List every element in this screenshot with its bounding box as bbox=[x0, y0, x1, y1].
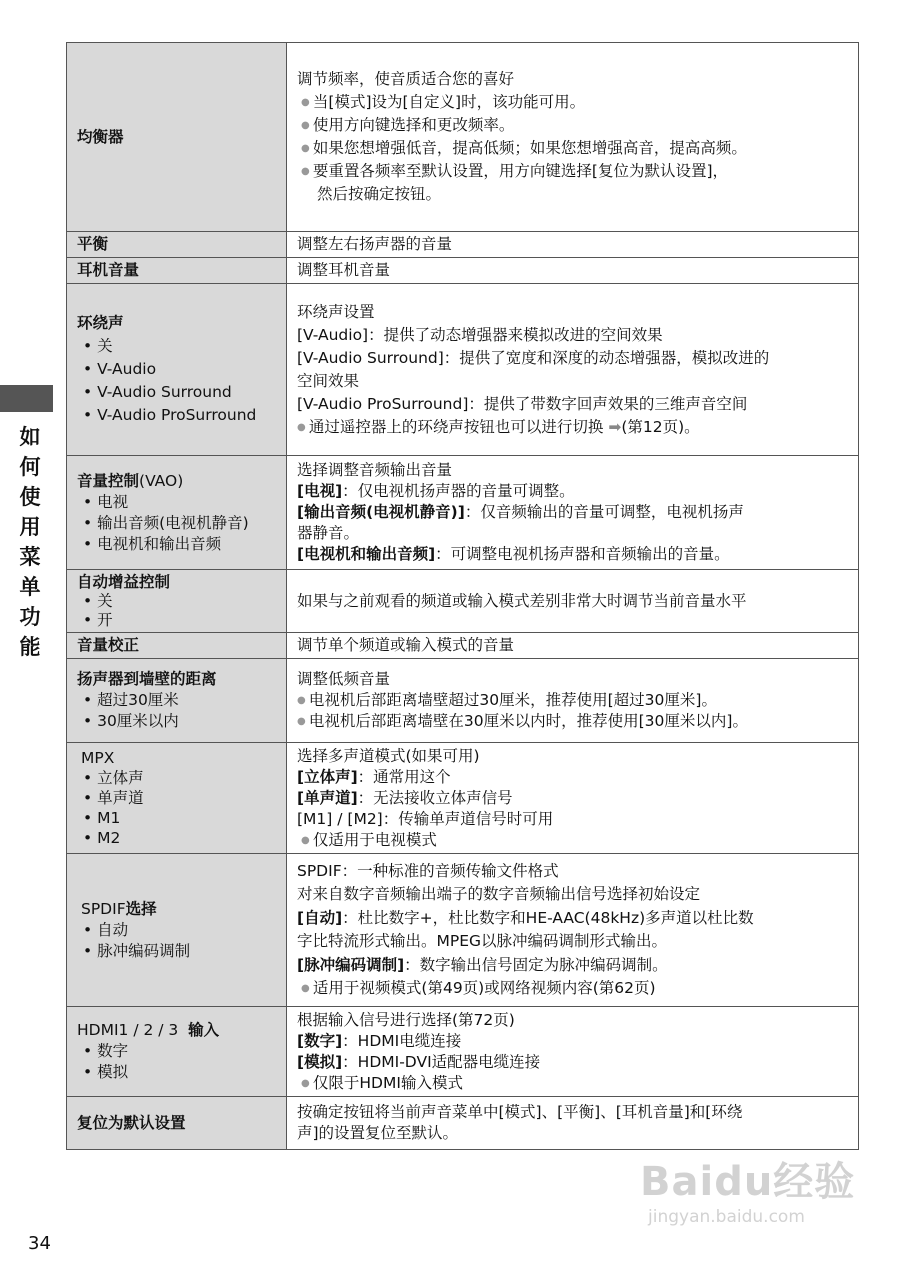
side-title-char: 菜 bbox=[19, 545, 41, 569]
table-row-speaker-wall-distance bbox=[67, 659, 859, 743]
row-label bbox=[67, 1097, 287, 1150]
row-label bbox=[67, 456, 287, 570]
side-title-char: 用 bbox=[19, 515, 41, 539]
row-description: 调节单个频道或输入模式的音量 bbox=[287, 633, 859, 659]
row-label bbox=[67, 232, 287, 258]
option-item: • M1 bbox=[77, 808, 276, 828]
option-item: • 自动 bbox=[77, 920, 276, 941]
desc-line: [V-Audio Surround]：提供了宽度和深度的动态增强器，模拟改进的 bbox=[297, 348, 770, 367]
sound-settings-table bbox=[66, 42, 859, 1150]
desc-line: 选择多声道模式(如果可用) bbox=[297, 746, 480, 765]
desc-line: SPDIF：一种标准的音频传输文件格式 bbox=[297, 861, 559, 880]
table-row-hdmi-input bbox=[67, 1007, 859, 1097]
side-title-char: 使 bbox=[19, 485, 41, 509]
section-tab-marker bbox=[0, 385, 53, 412]
setting-title-text: 选择 bbox=[125, 899, 157, 918]
row-description bbox=[287, 743, 859, 854]
table-row-volume-correction bbox=[67, 633, 859, 659]
setting-title bbox=[77, 1020, 276, 1041]
row-label bbox=[67, 633, 287, 659]
setting-title-prefix: HDMI1 / 2 / 3 bbox=[77, 1021, 179, 1039]
option-item: • M2 bbox=[77, 828, 276, 848]
desc-bullet: ● 电视机后部距离墙壁超过30厘米，推荐使用[超过30厘米]。 bbox=[297, 690, 848, 711]
row-label bbox=[67, 258, 287, 284]
option-desc: ：杜比数字+，杜比数字和HE-AAC(48kHz)多声道以杜比数 bbox=[342, 908, 754, 927]
desc-line bbox=[297, 767, 848, 788]
option-key: [M1] / [M2] bbox=[297, 809, 383, 828]
watermark-url: jingyan.baidu.com bbox=[648, 1207, 805, 1227]
desc-bullet: ● 如果您想增强低音，提高低频；如果您想增强高音，提高高频。 bbox=[297, 137, 848, 160]
option-item: • V-Audio bbox=[77, 358, 276, 381]
watermark bbox=[640, 1150, 870, 1250]
row-description bbox=[287, 659, 859, 743]
setting-title: 扬声器到墙壁的距离 bbox=[77, 670, 217, 688]
setting-title: 耳机音量 bbox=[77, 261, 140, 279]
side-title-char: 功 bbox=[19, 605, 41, 629]
desc-line: 环绕声设置 bbox=[297, 302, 375, 321]
desc-line bbox=[297, 809, 848, 830]
option-key: [电视机和输出音频] bbox=[297, 545, 436, 563]
desc-line bbox=[297, 544, 848, 565]
row-label bbox=[67, 854, 287, 1007]
setting-title-text: 音量控制 bbox=[77, 471, 140, 490]
row-description: 如果与之前观看的频道或输入模式差别非常大时调节当前音量水平 bbox=[287, 570, 859, 633]
side-title-char: 单 bbox=[19, 575, 41, 599]
option-key: [自动] bbox=[297, 908, 343, 927]
option-item: • 开 bbox=[77, 611, 276, 630]
desc-line: 空间效果 bbox=[297, 371, 360, 390]
desc-line: [V-Audio ProSurround]：提供了带数字回声效果的三维声音空间 bbox=[297, 394, 748, 413]
setting-title: 音量校正 bbox=[77, 636, 140, 654]
row-description bbox=[287, 854, 859, 1007]
desc-line: 根据输入信号进行选择(第72页) bbox=[297, 1010, 515, 1029]
side-title-char: 何 bbox=[19, 455, 41, 479]
desc-line: 对来自数字音频输出端子的数字音频输出信号选择初始设定 bbox=[297, 885, 701, 903]
table-row-equalizer bbox=[67, 43, 859, 232]
option-item: • V-Audio Surround bbox=[77, 381, 276, 404]
desc-line: [V-Audio]：提供了动态增强器来模拟改进的空间效果 bbox=[297, 325, 663, 344]
desc-line bbox=[297, 788, 848, 809]
setting-title: MPX bbox=[81, 749, 115, 767]
desc-bullet: ● 仅适用于电视模式 bbox=[297, 830, 848, 851]
setting-title-text: 输入 bbox=[188, 1021, 220, 1039]
option-desc: ：传输单声道信号时可用 bbox=[382, 809, 554, 828]
desc-line bbox=[297, 907, 848, 931]
page-ref: (第12页)。 bbox=[621, 417, 700, 436]
section-side-title bbox=[14, 422, 46, 662]
option-item: • 关 bbox=[77, 592, 276, 611]
option-key: [脉冲编码调制] bbox=[297, 955, 405, 974]
row-label bbox=[67, 570, 287, 633]
table-row-headphone-volume bbox=[67, 258, 859, 284]
desc-line: 字比特流形式输出。MPEG以脉冲编码调制形式输出。 bbox=[297, 932, 668, 950]
setting-title: 自动增益控制 bbox=[77, 572, 171, 591]
row-label bbox=[67, 743, 287, 854]
setting-title: 均衡器 bbox=[77, 127, 124, 146]
option-item: • 立体声 bbox=[77, 768, 276, 788]
setting-title-suffix: (VAO) bbox=[139, 471, 184, 490]
table-row-reset-defaults bbox=[67, 1097, 859, 1150]
table-row-auto-gain-control bbox=[67, 570, 859, 633]
desc-bullet: ● 使用方向键选择和更改频率。 bbox=[297, 114, 848, 137]
row-description bbox=[287, 284, 859, 456]
desc-line: 按确定按钮将当前声音菜单中[模式]、[平衡]、[耳机音量]和[环绕 bbox=[297, 1103, 743, 1121]
option-desc: ：仅电视机扬声器的音量可调整。 bbox=[342, 482, 575, 500]
table-row-balance bbox=[67, 232, 859, 258]
row-description bbox=[287, 1007, 859, 1097]
setting-title-prefix: SPDIF bbox=[81, 899, 126, 918]
desc-line bbox=[297, 954, 848, 978]
desc-line bbox=[297, 481, 848, 502]
option-desc: ：HDMI电缆连接 bbox=[342, 1031, 462, 1050]
setting-title: 平衡 bbox=[77, 235, 109, 253]
page-number: 34 bbox=[28, 1233, 51, 1254]
table-row-mpx bbox=[67, 743, 859, 854]
table-row-spdif bbox=[67, 854, 859, 1007]
desc-line bbox=[297, 1052, 848, 1073]
row-label bbox=[67, 284, 287, 456]
option-key: [输出音频(电视机静音)] bbox=[297, 503, 465, 521]
desc-line: 声]的设置复位至默认。 bbox=[297, 1124, 459, 1142]
row-description: 调整耳机音量 bbox=[287, 258, 859, 284]
option-item: • 输出音频(电视机静音) bbox=[77, 513, 276, 534]
table-row-volume-control bbox=[67, 456, 859, 570]
side-title-char: 能 bbox=[19, 635, 41, 659]
option-item: • 模拟 bbox=[77, 1062, 276, 1083]
option-item: • 数字 bbox=[77, 1041, 276, 1062]
side-title-char: 如 bbox=[19, 425, 41, 449]
desc-bullet: ● 当[模式]设为[自定义]时，该功能可用。 bbox=[297, 91, 848, 114]
row-label bbox=[67, 659, 287, 743]
desc-bullet: ● 要重置各频率至默认设置，用方向键选择[复位为默认设置]， bbox=[297, 160, 848, 183]
option-item: • 脉冲编码调制 bbox=[77, 941, 276, 962]
option-desc: ：可调整电视机扬声器和音频输出的音量。 bbox=[435, 545, 730, 563]
option-item: • 电视 bbox=[77, 492, 276, 513]
option-desc: ：无法接收立体声信号 bbox=[357, 788, 513, 807]
desc-bullet bbox=[297, 416, 848, 439]
option-item: • 关 bbox=[77, 335, 276, 358]
desc-line: 然后按确定按钮。 bbox=[317, 185, 442, 203]
row-description bbox=[287, 43, 859, 232]
option-desc: ：数字输出信号固定为脉冲编码调制。 bbox=[404, 955, 668, 974]
option-key: [电视] bbox=[297, 482, 343, 500]
option-key: [立体声] bbox=[297, 767, 358, 786]
option-item: • 超过30厘米 bbox=[77, 690, 276, 711]
desc-line: 调节频率，使音质适合您的喜好 bbox=[297, 70, 515, 88]
row-description bbox=[287, 1097, 859, 1150]
option-item: • 单声道 bbox=[77, 788, 276, 808]
option-item: • 30厘米以内 bbox=[77, 711, 276, 732]
desc-line: 选择调整音频输出音量 bbox=[297, 461, 453, 479]
option-item: • 电视机和输出音频 bbox=[77, 534, 276, 555]
desc-line bbox=[297, 1031, 848, 1052]
desc-line: 调整低频音量 bbox=[297, 670, 391, 688]
option-key: [模拟] bbox=[297, 1052, 343, 1071]
option-item: • V-Audio ProSurround bbox=[77, 404, 276, 427]
desc-bullet: ● 适用于视频模式(第49页)或网络视频内容(第62页) bbox=[297, 977, 848, 1001]
arrow-right-icon: ➡ bbox=[608, 417, 622, 436]
watermark-logo: Baidu经验 bbox=[640, 1159, 856, 1205]
bullet-text: 通过遥控器上的环绕声按钮也可以进行切换 bbox=[308, 417, 604, 436]
table-row-surround bbox=[67, 284, 859, 456]
desc-line bbox=[297, 502, 848, 523]
row-description: 调整左右扬声器的音量 bbox=[287, 232, 859, 258]
setting-title bbox=[77, 471, 276, 492]
setting-title bbox=[77, 899, 276, 920]
option-key: [单声道] bbox=[297, 788, 358, 807]
desc-bullet: ● 电视机后部距离墙壁在30厘米以内时，推荐使用[30厘米以内]。 bbox=[297, 711, 848, 732]
row-label bbox=[67, 1007, 287, 1097]
option-desc: ：通常用这个 bbox=[357, 767, 451, 786]
row-label bbox=[67, 43, 287, 232]
setting-title: 复位为默认设置 bbox=[77, 1113, 186, 1132]
desc-line: 器静音。 bbox=[297, 524, 360, 542]
desc-bullet: ● 仅限于HDMI输入模式 bbox=[297, 1073, 848, 1094]
option-desc: ：HDMI-DVI适配器电缆连接 bbox=[342, 1052, 541, 1071]
option-desc: ：仅音频输出的音量可调整，电视机扬声 bbox=[464, 503, 744, 521]
setting-title: 环绕声 bbox=[77, 314, 124, 332]
option-key: [数字] bbox=[297, 1031, 343, 1050]
row-description bbox=[287, 456, 859, 570]
